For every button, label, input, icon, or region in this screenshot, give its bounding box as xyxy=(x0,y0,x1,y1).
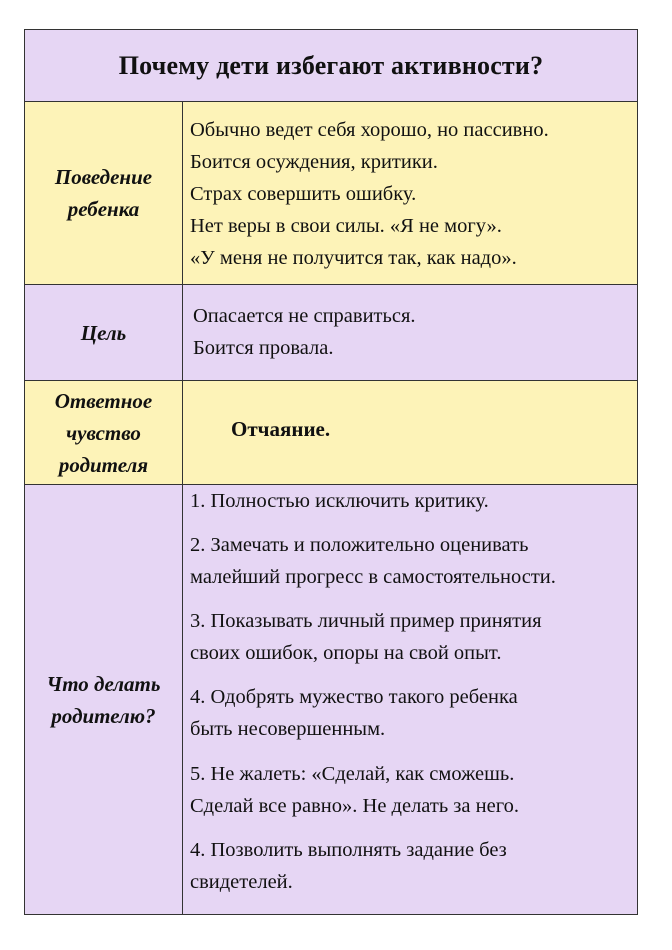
row-content-what-to-do xyxy=(183,485,637,914)
row-what-to-do xyxy=(25,485,637,914)
content-line: 4. Одобрять мужество такого ребенка xyxy=(190,686,518,708)
content-line: 5. Не жалеть: «Сделай, как сможешь. xyxy=(190,763,515,785)
content-line: 4. Позволить выполнять задание без xyxy=(190,839,507,861)
table-header xyxy=(25,30,637,102)
row-goal xyxy=(25,285,637,381)
label-line: чувство xyxy=(66,420,141,445)
row-content-parent-feeling xyxy=(183,381,637,484)
content-line: свидетелей. xyxy=(190,871,293,893)
content-line: Обычно ведет себя хорошо, но пассивно. xyxy=(190,119,549,141)
row-content-child-behavior xyxy=(183,102,637,284)
row-content-goal xyxy=(183,285,637,380)
content-line: Сделай все равно». Не делать за него. xyxy=(190,795,519,817)
content-line: 3. Показывать личный пример принятия xyxy=(190,610,542,632)
label-line: Что делать xyxy=(46,671,161,696)
content-line: 2. Замечать и положительно оценивать xyxy=(190,534,529,556)
content-line: малейший прогресс в самостоятельности. xyxy=(190,566,556,588)
row-child-behavior xyxy=(25,102,637,285)
row-parent-feeling xyxy=(25,381,637,485)
parent-feeling-value: Отчаяние. xyxy=(231,417,331,441)
content-line: Страх совершить ошибку. xyxy=(190,183,417,205)
content-line: 1. Полностью исключить критику. xyxy=(190,490,489,512)
row-label-goal xyxy=(25,285,183,380)
label-line: родителя xyxy=(58,452,149,477)
label-line: ребенка xyxy=(67,197,140,221)
page-title: Почему дети избегают активности? xyxy=(118,50,544,80)
content-line: своих ошибок, опоры на свой опыт. xyxy=(190,642,502,664)
row-label-what-to-do xyxy=(25,485,183,914)
label-line: Цель xyxy=(80,320,127,345)
content-line: Опасается не справиться. xyxy=(193,305,416,327)
content-line: Нет веры в свои силы. «Я не могу». xyxy=(190,215,502,237)
label-line: Поведение xyxy=(54,165,153,189)
content-line: «У меня не получится так, как надо». xyxy=(190,247,517,269)
label-line: родителю? xyxy=(51,703,156,728)
content-line: Боится провала. xyxy=(193,337,334,359)
label-line: Ответное xyxy=(54,388,153,413)
info-table xyxy=(24,29,638,915)
row-label-child-behavior xyxy=(25,102,183,284)
content-line: быть несовершенным. xyxy=(190,718,386,740)
content-line: Боится осуждения, критики. xyxy=(190,151,438,173)
row-label-parent-feeling xyxy=(25,381,183,484)
